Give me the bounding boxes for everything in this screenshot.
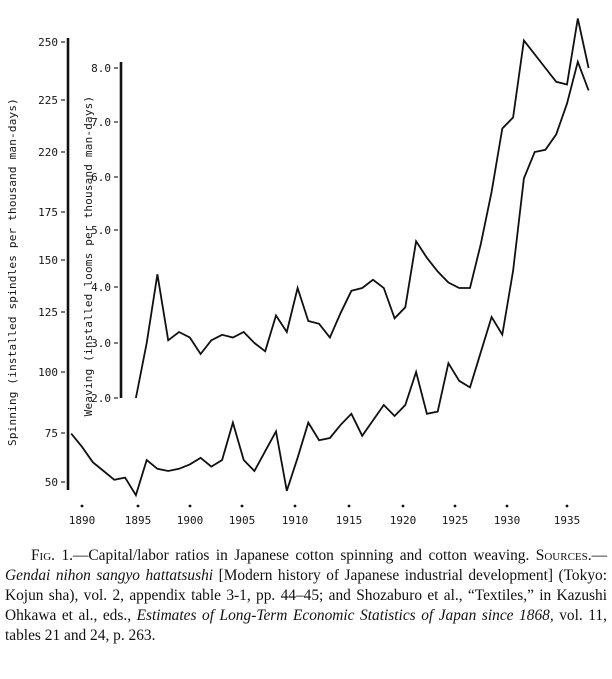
- spinning-axis-tick-label: 75: [44, 427, 58, 440]
- spinning-axis-tick-label: 250: [38, 36, 58, 49]
- x-axis-tick: [348, 505, 351, 508]
- left-axis-title: Spinning (installed spindles per thousand man-days): [6, 98, 19, 446]
- x-axis-tick: [294, 505, 297, 508]
- x-axis-tick: [566, 505, 569, 508]
- x-axis-tick-label: 1920: [389, 514, 417, 527]
- weaving-axis-tick-label: 6.0: [91, 171, 111, 184]
- x-axis-tick: [454, 505, 457, 508]
- spinning-axis-tick-label: 150: [38, 254, 58, 267]
- caption-segment: —: [591, 547, 607, 564]
- x-axis-tick-label: 1915: [335, 514, 363, 527]
- inner-axis-title: Weaving (installed looms per thousand man-days): [82, 95, 95, 417]
- x-axis-tick-label: 1895: [124, 514, 152, 527]
- x-axis-tick: [241, 505, 244, 508]
- spinning-series-line: [71, 62, 588, 495]
- weaving-axis-tick-label: 8.0: [91, 62, 111, 75]
- x-axis-tick: [506, 505, 509, 508]
- weaving-axis-tick-label: 2.0: [91, 392, 111, 405]
- caption-segment: Sources.: [535, 547, 592, 564]
- caption-segment: Estimates of Long-Term Economic Statistics of Japan since 1868,: [136, 607, 554, 624]
- spinning-axis-tick-label: 125: [38, 306, 58, 319]
- x-axis-tick: [81, 505, 84, 508]
- x-axis-tick-label: 1930: [493, 514, 521, 527]
- x-axis-tick-label: 1900: [176, 514, 204, 527]
- caption-segment: [Modern history of Japanese industrial development] (Tokyo: Kojun sha), vol. 2, appendix table 3-1, pp. 44–45; and Shozaburo et al., “Textiles,” in Kazushi Ohkawa et al., eds.,: [5, 567, 607, 624]
- x-axis-tick-label: 1925: [441, 514, 469, 527]
- figure-caption: [0, 546, 612, 646]
- weaving-axis-tick-label: 3.0: [91, 337, 111, 350]
- caption-segment: —Capital/labor ratios in Japanese cotton spinning and cotton weaving.: [73, 547, 536, 564]
- x-axis-tick-label: 1890: [68, 514, 96, 527]
- spinning-axis-tick-label: 220: [38, 146, 58, 159]
- x-axis-tick: [137, 505, 140, 508]
- x-axis-tick-label: 1935: [553, 514, 581, 527]
- weaving-axis-tick-label: 5.0: [91, 224, 111, 237]
- weaving-axis-tick-label: 7.0: [91, 116, 111, 129]
- spinning-axis-tick-label: 50: [44, 476, 58, 489]
- caption-segment: Gendai nihon sangyo hattatsushi: [5, 567, 214, 584]
- x-axis-tick-label: 1910: [281, 514, 309, 527]
- x-axis-tick: [189, 505, 192, 508]
- caption-segment: Fig. 1.: [31, 547, 74, 564]
- spinning-axis-tick-label: 100: [38, 366, 58, 379]
- spinning-axis-tick-label: 225: [38, 94, 58, 107]
- spinning-axis-tick-label: 175: [38, 206, 58, 219]
- x-axis-tick-label: 1905: [228, 514, 256, 527]
- caption-segment: vol. 11, tables 21 and 24, p. 263.: [5, 607, 607, 644]
- x-axis-tick: [402, 505, 405, 508]
- weaving-axis-tick-label: 4.0: [91, 281, 111, 294]
